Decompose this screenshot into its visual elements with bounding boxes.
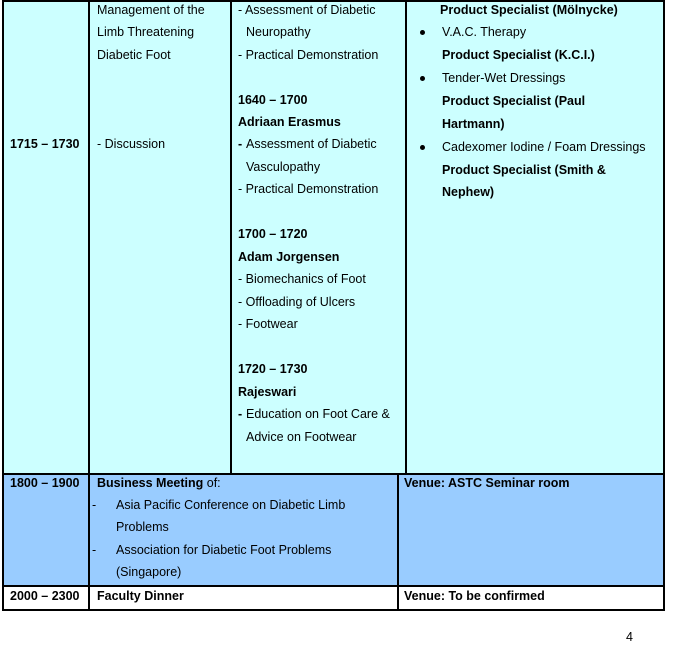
product-specialist-molnlycke: Product Specialist (Mölnycke) (440, 3, 618, 17)
session3-speaker: Adam Jorgensen (238, 250, 340, 264)
row1-topic-line-3: Diabetic Foot (97, 48, 171, 62)
session4-line-2: Advice on Footwear (246, 430, 357, 444)
col-divider-venue-row23 (397, 474, 399, 611)
row2-title-rest: of: (203, 476, 221, 490)
page-number: 4 (626, 630, 633, 644)
row3-venue: Venue: To be confirmed (404, 589, 545, 603)
row1-time: 1715 – 1730 (10, 137, 80, 151)
session2-dash: - (238, 137, 243, 151)
session3-line-1: - Biomechanics of Foot (238, 272, 366, 286)
row3-title: Faculty Dinner (97, 589, 184, 603)
product-item-2-specialist-line-1: Product Specialist (Paul (442, 94, 586, 108)
table-border-left (2, 0, 4, 611)
session2-line-3: - Practical Demonstration (238, 182, 379, 196)
product-item-1-specialist: Product Specialist (K.C.I.) (442, 48, 595, 62)
row2-time: 1800 – 1900 (10, 476, 80, 490)
session2-line-1: Assessment of Diabetic (246, 137, 377, 151)
session1-line-2: Neuropathy (246, 25, 311, 39)
session3-line-3: - Footwear (238, 317, 298, 331)
bullet-icon (420, 145, 425, 150)
session2-time: 1640 – 1700 (238, 93, 308, 107)
session2-speaker: Adriaan Erasmus (238, 115, 341, 129)
product-item-2-name: Tender-Wet Dressings (442, 71, 566, 85)
row1-topic-line-1: Management of the (97, 3, 205, 17)
session2-line-2: Vasculopathy (246, 160, 321, 174)
session4-speaker: Rajeswari (238, 385, 297, 399)
session3-time: 1700 – 1720 (238, 227, 308, 241)
table-border-bottom (2, 609, 665, 611)
row2-item-2-dash: - (92, 543, 97, 557)
row2-item-1-dash: - (92, 498, 97, 512)
col-divider-time (88, 0, 90, 611)
col-divider-sessions-row1 (230, 0, 232, 475)
row2-title-bold: Business Meeting (97, 476, 204, 490)
bullet-icon (420, 30, 425, 35)
row-divider-2 (2, 585, 665, 587)
product-item-3-name: Cadexomer Iodine / Foam Dressings (442, 140, 646, 154)
session4-dash: - (238, 407, 243, 421)
row2-item-1-line-1: Asia Pacific Conference on Diabetic Limb (116, 498, 346, 512)
bullet-icon (420, 76, 425, 81)
product-item-3-specialist-line-2: Nephew) (442, 185, 495, 199)
product-item-3-specialist-line-1: Product Specialist (Smith & (442, 163, 606, 177)
session3-line-2: - Offloading of Ulcers (238, 295, 356, 309)
row2-title (97, 475, 221, 491)
row2-venue: Venue: ASTC Seminar room (404, 476, 570, 490)
col-divider-products-row1 (405, 0, 407, 475)
session4-line-1: Education on Foot Care & (246, 407, 390, 421)
product-item-2-specialist-line-2: Hartmann) (442, 117, 505, 131)
row2-item-2-line-2: (Singapore) (116, 565, 182, 579)
row2-item-2-line-1: Association for Diabetic Foot Problems (116, 543, 332, 557)
session1-line-1: - Assessment of Diabetic (238, 3, 376, 17)
row3-time: 2000 – 2300 (10, 589, 80, 603)
product-item-1-name: V.A.C. Therapy (442, 25, 527, 39)
row2-item-1-line-2: Problems (116, 520, 169, 534)
session4-time: 1720 – 1730 (238, 362, 308, 376)
row1-discussion: - Discussion (97, 137, 166, 151)
table-border-right (663, 0, 665, 611)
session1-line-3: - Practical Demonstration (238, 48, 379, 62)
row1-topic-line-2: Limb Threatening (97, 25, 195, 39)
